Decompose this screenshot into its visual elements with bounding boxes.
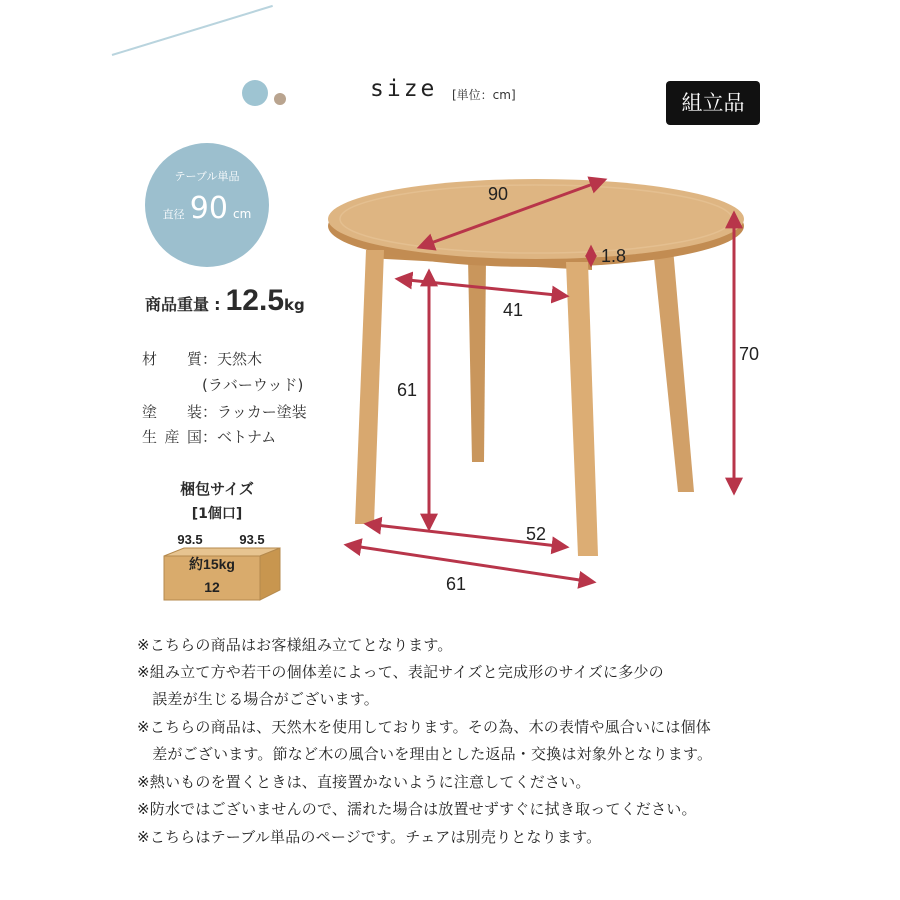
diameter-unit: cm [233,207,252,221]
diameter-value: 90 [189,191,228,226]
note-line: ※熱いものを置くときは、直接置かないように注意してください。 [137,773,591,791]
dim-label-height: 70 [739,344,760,364]
decorative-line [112,5,273,56]
size-title: size [370,76,438,102]
spec-value: ：ベトナム [202,428,277,446]
diameter-caption: テーブル単品 [174,170,240,183]
spec-key: 材 質 [142,350,202,368]
package-dim-right: 93.5 [239,532,265,547]
spec-finish [142,401,307,422]
spec-key: 生産国 [142,428,202,446]
table-leg-back-right [653,248,694,492]
decorative-dot-blue [242,80,268,106]
note-line: ※こちらはテーブル単品のページです。チェアは別売りとなります。 [137,828,602,846]
dim-label-inner-height: 61 [397,380,418,400]
dim-label-thickness: 1.8 [601,246,627,266]
weight-value: 12.5 [225,284,284,317]
spec-origin [142,426,276,447]
note-line: ※防水ではございませんので、濡れた場合は放置せずすぐに拭き取ってください。 [137,800,697,818]
table-leg-front-left [355,250,384,524]
note-line: ※組み立て方や若干の個体差によって、表記サイズと完成形のサイズに多少の [137,663,664,681]
spec-value: ：ラッカー塗装 [202,403,307,421]
note-line: ※こちらの商品はお客様組み立てとなります。 [137,636,453,654]
unit-label: [単位：cm] [452,88,516,102]
dim-label-leg-span: 61 [446,574,467,594]
package-dim-left: 93.5 [177,532,203,547]
dim-label-apron: 41 [503,300,524,320]
table-top [328,179,744,259]
table-leg-front-right [566,262,598,556]
dim-label-inner-span: 52 [526,524,547,544]
package-height: 12 [204,579,220,595]
diameter-row [145,191,269,226]
dim-label-top-width: 90 [488,184,509,204]
spec-value: ：天然木 [202,350,263,368]
package-weight: 約15kg [189,556,235,572]
note-line: 差がございます。節など木の風合いを理由とした返品・交換は対象外となります。 [137,745,713,763]
weight-row [145,284,305,318]
assembly-badge: 組立品 [666,81,760,125]
diameter-label: 直径 [162,208,185,221]
spec-key: 塗 装 [142,403,202,421]
spec-material-detail [142,374,303,395]
weight-label: 商品重量 [145,295,210,314]
weight-colon: : [214,295,221,314]
package-box-illustration [156,528,286,606]
decorative-dot-brown [274,93,286,105]
package-title: 梱包サイズ [180,480,254,498]
spec-value: (ラバーウッド) [202,376,304,394]
note-line: ※こちらの商品は、天然木を使用しております。その為、木の表情や風合いには個体 [137,718,711,736]
note-line: 誤差が生じる場合がございます。 [137,690,380,708]
dimension-line-leg-span [347,545,593,582]
diameter-circle [145,143,269,267]
package-unit: [1個口] [191,506,243,522]
spec-material [142,348,262,369]
weight-unit: kg [284,296,305,314]
table-illustration [320,165,760,595]
